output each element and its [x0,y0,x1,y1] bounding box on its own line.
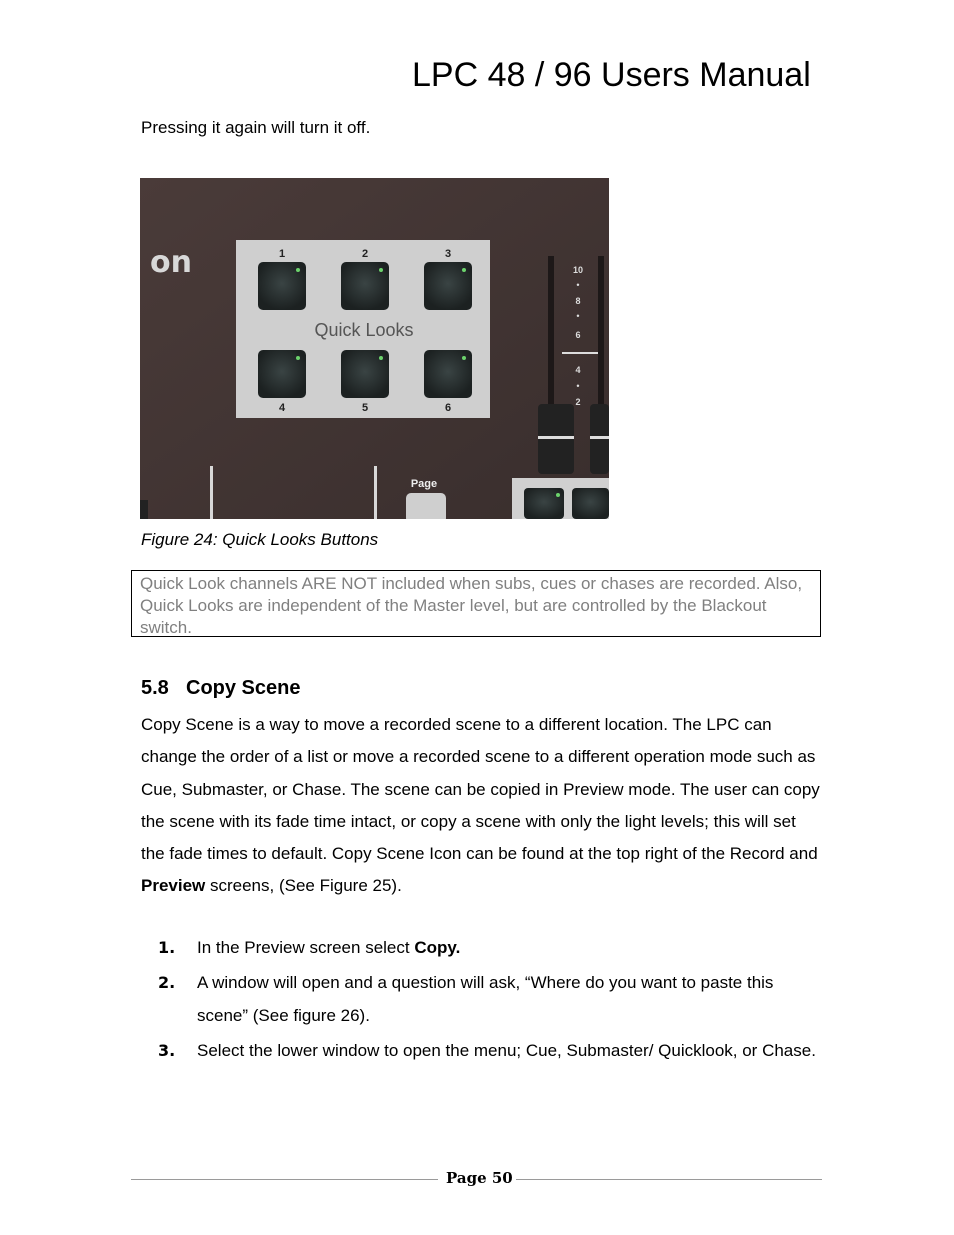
button-number-5: 5 [361,402,369,414]
lower-button [524,488,564,519]
fader-scale-dot: • [576,381,580,391]
step-text: A window will open and a question will ask, “Where do you want to paste this scene” (See figure 26). [197,973,774,1025]
intro-text: Pressing it again will turn it off. [141,118,371,137]
brand-logo: on [150,245,192,280]
button-number-2: 2 [361,248,369,260]
quick-look-button-1 [258,262,306,310]
steps-list [158,932,818,1067]
section-title: Copy Scene [186,677,301,699]
button-number-3: 3 [444,248,452,260]
quick-look-button-3 [424,262,472,310]
paragraph-text-end: screens, (See Figure 25). [205,876,402,896]
quick-looks-panel-label: Quick Looks [314,320,414,340]
fader-scale-dot: • [576,280,580,290]
panel-divider-line [374,466,377,519]
quick-look-button-4 [258,350,306,398]
page-number: Page 50 [446,1169,513,1187]
step-number: 2. [158,973,176,993]
step-number: 1. [158,938,176,957]
button-number-6: 6 [444,402,452,414]
section-heading [141,677,300,700]
list-item [158,967,818,1032]
fader-scale-6: 6 [575,330,581,340]
note-box [131,570,821,637]
fader-scale-10: 10 [572,265,584,275]
step-text-plain: In the Preview screen select [197,938,415,957]
step-text-bold: Copy. [414,938,461,957]
page-header-title: LPC 48 / 96 Users Manual [412,56,811,94]
footer-rule-left [131,1179,438,1180]
paragraph-text: Copy Scene is a way to move a recorded scene to a different location. The LPC can change the order of a list or move a recorded scene to a different operation mode such as Cue, Submaster, or Chase. The scene can be copied in Preview mode. The user can copy the scene with its fade time intact, or copy a scene with only the light levels; this will set the fade times to default. Copy Scene Icon can be found at the top right of the Record and [141,715,820,864]
panel-edge [140,500,148,519]
fader-scale-divider [562,352,598,354]
fader-cap [590,404,609,474]
section-paragraph [141,709,821,903]
figure-caption: Figure 24: Quick Looks Buttons [141,530,379,549]
paragraph-bold-text: Preview [141,876,206,896]
quick-looks-photo [140,178,609,519]
fader-scale-4: 4 [575,365,581,375]
button-number-4: 4 [278,402,286,414]
quick-look-button-5 [341,350,389,398]
page-button-label: Page [410,478,438,490]
fader-scale-2: 2 [575,397,581,407]
fader-scale-8: 8 [575,296,581,306]
fader-scale-dot: • [576,311,580,321]
fader-cap [538,404,574,474]
note-text: Quick Look channels ARE NOT included when subs, cues or chases are recorded. Also, Quick Looks are independent of the Master level, but are controlled by the Blackout switch. [140,574,803,637]
button-number-1: 1 [278,248,286,260]
panel-divider-line [210,466,213,519]
list-item [158,1035,818,1067]
step-text: Select the lower window to open the menu; Cue, Submaster/ Quicklook, or Chase. [197,1040,816,1060]
lower-button [572,488,609,519]
section-number: 5.8 [141,677,169,699]
page-button [406,493,446,519]
step-number: 3. [158,1040,176,1060]
list-item [158,932,818,964]
step-text [197,932,460,964]
footer-rule-right [516,1179,822,1180]
quick-look-button-2 [341,262,389,310]
quick-look-button-6 [424,350,472,398]
